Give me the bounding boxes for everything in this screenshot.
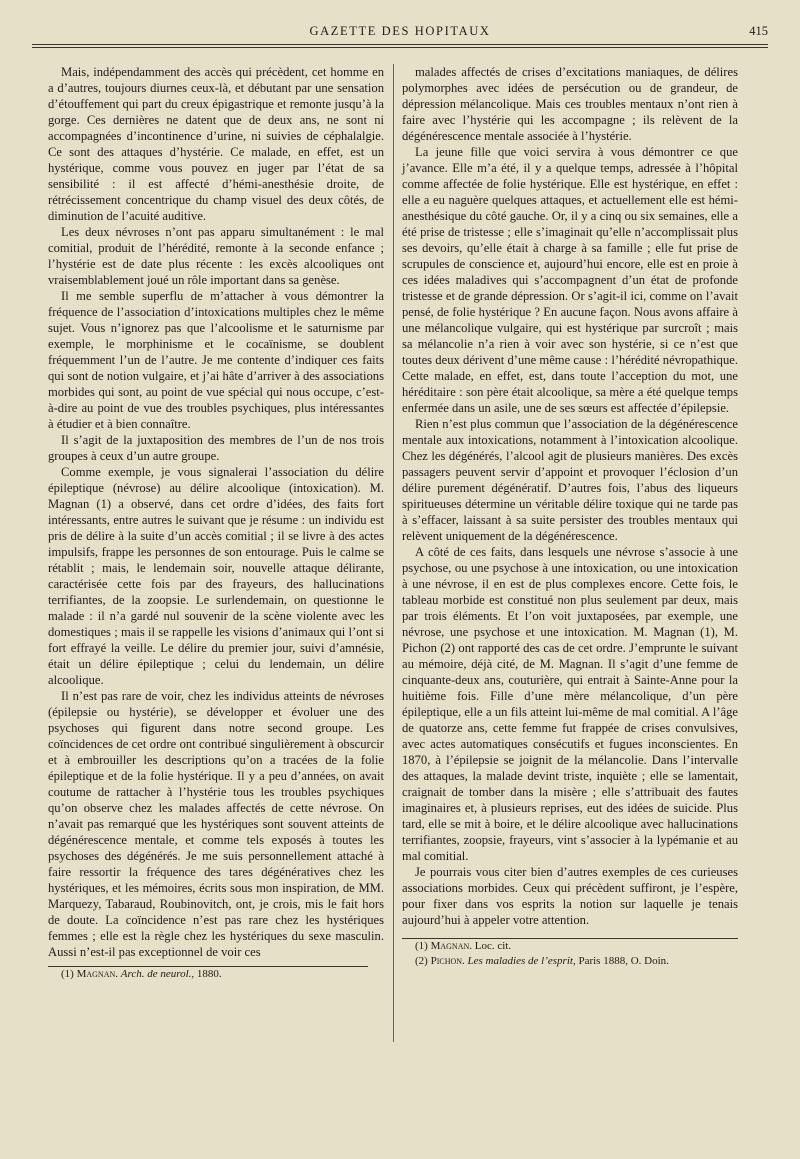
paragraph: Je pourrais vous citer bien d’autres exemples de ces curieuses associations morbides. Ceux qui précèdent suffiront, je l’espère, pour fixer dans vos esprits la notion sur laquelle je tenais aujourd’hui à appeler votre attention. [402,865,738,927]
paragraph: Il me semble superflu de m’attacher à vous démontrer la fréquence de l’association d’intoxications multiples chez le même sujet. Vous n’ignorez pas que l’alcoolisme et le saturnisme par exemple, le morphinisme et le cocaïnisme, se doublent fréquemment l’un de l’autre. Je me contente d’indiquer ces faits qui sont de notion vulgaire, et j’ai hâte d’arriver à des associations morbides qui sont, au point de vue spécial qui nous occupe, c’est-à-dire au point de vue des troubles psychiques, plus intéressantes à étudier et à bien connaître. [48,289,384,431]
column-divider [393,64,394,1042]
paragraph: Les deux névroses n’ont pas apparu simultanément : le mal comitial, produit de l’hérédité, remonte à la seconde enfance ; l’hystérie est de date plus récente : les excès alcooliques ont vraisemblablement joué un rôle important dans sa genèse. [48,225,384,287]
paragraph: A côté de ces faits, dans lesquels une névrose s’associe à une psychose, ou une psychose à une intoxication, ou une intoxication à une névrose, il en est de plus complexes encore. Cette fois, le tableau morbide est constitué non plus seulement par deux, mais par trois éléments. Et l’on voit juxtaposées, par exemple, une névrose, une psychose et une intoxication. M. Magnan (1), M. Pichon (2) ont rapporté des cas de cet ordre. J’emprunte le suivant au mémoire, déjà cité, de M. Magnan. Il s’agit d’une femme de cinquante-deux ans, couturière, qui entrait à Sainte-Anne pour la huitième fois. Fille d’une mère mélancolique, d’un père épileptique, elle a un fils atteint lui-même de mal comitial. A l’âge de quatorze ans, cette femme fut frappée de crises convulsives, avec actes automatiques consécutifs et fugues inconscientes. En 1870, à l’épilepsie se joignit de la mélancolie. Dans l’intervalle des attaques, la malade devint triste, inquiète ; elle se lamentait, craignait de tomber dans la misère ; elle s’attribuait des fautes imaginaires et, à plusieurs reprises, eut des idées de suicide. Plus tard, elle se mit à boire, et le délire alcoolique avec hallucinations terrifiantes, zoopsie, frayeurs, vint s’associer à la lypémanie et au mal comitial. [402,545,738,863]
footnote-marker: (1) [61,968,74,980]
footnote-marker: (2) [415,955,428,967]
footnote-author: Magnan. [430,940,472,952]
footnote-source: Arch. de neurol., [120,968,195,980]
journal-title: GAZETTE DES HOPITAUX [309,24,491,38]
page-number: 415 [749,24,768,38]
paragraph: Rien n’est plus commun que l’association de la dégénérescence mentale aux intoxications, notamment à l’intoxication alcoolique. Chez les dégénérés, l’alcool agit de plusieurs manières. Des excès passagers peuvent servir d’appoint et provoquer l’éclosion d’un délire purement dégénératif. D’autres fois, l’abus des liqueurs spiritueuses détermine un véritable délire toxique qui ne tarde pas à s’effacer, laissant à sa suite persister des troubles mentaux qui relèvent uniquement de la dégénérescence. [402,417,738,543]
footnote-text: Paris 1888, O. Doin. [578,955,669,967]
footnote-text: Loc. cit. [474,940,512,952]
footnote [48,967,384,982]
left-column [48,64,384,982]
right-column [402,64,738,969]
header-rule [32,44,768,45]
paragraph: Mais, indépendamment des accès qui précèdent, cet homme en a d’autres, toujours diurnes ceux-là, et débutant par une sensation d’étouffement qui part du creux épigastrique et remonte jusqu’à la gorge. Ces dernières ne datent que de deux ans, ne sont ni accompagnées d’incontinence d’urine, ni suivies de céphalalgie. Ce sont des attaques d’hystérie. Ce malade, en effet, est un hystérique, comme vous pouvez en juger par l’état de sa sensibilité : il est affecté d’hémi-anesthésie droite, de rétrécissement concentrique du champ visuel des deux côtés, de diminution de l’acuité auditive. [48,65,384,223]
footnote-marker: (1) [415,940,428,952]
footnote-author: Pichon. [430,955,465,967]
paragraph: La jeune fille que voici servira à vous démontrer ce que j’avance. Elle m’a été, il y a quelque temps, adressée à l’hôpital comme affectée de folie hystérique. Elle est hystérique, en effet : elle a eu naguère quelques attaques, et actuellement elle est hémi-anesthésique du côté gauche. Or, il y a cinq ou six semaines, elle a été prise de tristesse ; elle s’imaginait qu’elle n’accomplissait plus ses devoirs, qu’elle était à charge à sa famille ; elle fut prise de scrupules de conscience et, aujourd’hui encore, elle est en proie à ces idées maladives qui s’accompagnent d’un état de profonde tristesse et de grande dépression. Or s’agit-il ici, comme on l’avait pensé, de folie hystérique ? En aucune façon. Nous avons affaire à une mélancolique vulgaire, qui est hystérique par surcroît ; mais sa mélancolie n’a rien à voir avec son hystérie, si ce n’est que toutes deux dérivent d’une même cause : l’hérédité névropathique. Cette malade, en effet, est, dans toute l’acception du mot, une héréditaire : son père était alcoolique, sa mère a été quelque temps enfermée dans un asile, une de ses sœurs est affectée d’épilepsie. [402,145,738,415]
paragraph: malades affectés de crises d’excitations maniaques, de délires polymorphes avec idées de persécution ou de grandeur, de dépression mélancolique. Mais ces troubles mentaux n’ont rien à faire avec l’hystérie qui les accompagne ; ils relèvent de la dégénérescence mentale associée à l’hystérie. [402,65,738,143]
paragraph: Il n’est pas rare de voir, chez les individus atteints de névroses (épilepsie ou hystérie), se développer et évoluer une des psychoses qui figurent dans notre second groupe. Les coïncidences de cet ordre ont contribué singulièrement à obscurcir et à embrouiller les descriptions qu’on a tracées de la folie épileptique et de la folie hystérique. Il y a peu d’années, on avait coutume de rattacher à l’hystérie tous les troubles psychiques qu’on observe chez les malades affectés de cette névrose. On n’avait pas remarqué que les hystériques sont souvent atteints de dégénérescence mentale, et comme tels exposés à toutes les psychoses des dégénérés. Je me suis personnellement attaché à faire ressortir la fréquence des tares dégénératives chez les hystériques, et les mémoires, écrits sous mon inspiration, de MM. Marquezy, Tabaraud, Roubinovitch, ont, je crois, mis le fait hors de doute. La coïncidence n’est pas rare chez les hystériques femmes ; elle est la règle chez les hystériques du sexe masculin. Aussi n’est-il pas exceptionnel de voir ces [48,689,384,959]
footnote [402,939,738,954]
footnote-title: Les maladies de l’esprit, [467,955,576,967]
footnote [402,954,738,969]
running-header [32,24,768,42]
paragraph: Il s’agit de la juxtaposition des membres de l’un de nos trois groupes à ceux d’un autre groupe. [48,433,384,463]
paragraph: Comme exemple, je vous signalerai l’association du délire épileptique (névrose) au délire alcoolique (intoxication). M. Magnan (1) a observé, dans cet ordre d’idées, des faits fort intéressants, entre autres le suivant que je résume : un individu est pris de délire à la suite d’un accès comitial ; il se livre à des actes impulsifs, frappe les personnes de son entourage. Puis le calme se rétablit ; mais, le lendemain soir, nouvelle attaque délirante, caractérisée cette fois par des frayeurs, des hallucinations terrifiantes, de la zoopsie. Le surlendemain, on questionne le malade : il n’a gardé nul souvenir de la scène violente avec les domestiques ; mais il se rappelle les visions d’animaux qui l’ont si fort effrayé la veille. Le délire du premier jour, suivi d’amnésie, était un délire épileptique ; celui du lendemain, un délire alcoolique. [48,465,384,687]
header-rule-double [32,47,768,48]
footnote-year: 1880. [196,968,222,980]
footnote-author: Magnan. [76,968,118,980]
